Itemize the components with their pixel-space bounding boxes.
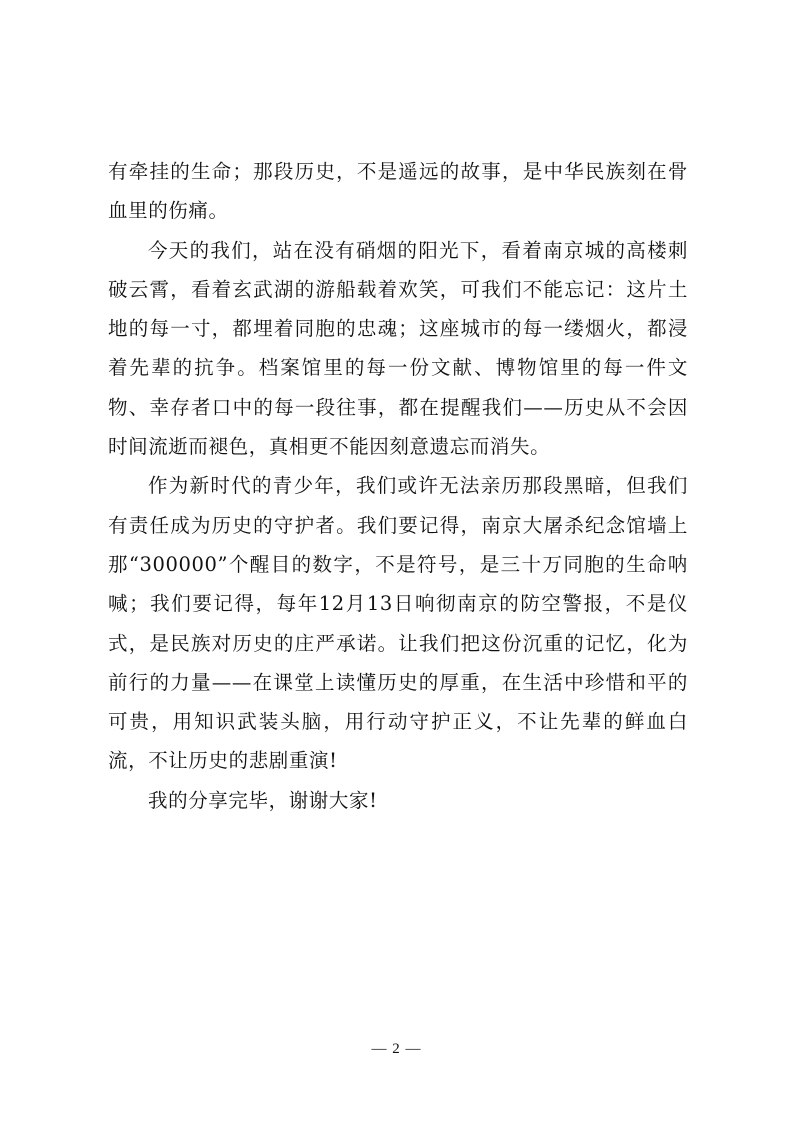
page-number: — 2 — xyxy=(371,1041,422,1057)
document-body xyxy=(108,152,688,820)
paragraph-today: 今天的我们，站在没有硝烟的阳光下，看着南京城的高楼刺破云霄，看着玄武湖的游船载着欢笑，可我们不能忘记：这片土地的每一寸，都埋着同胞的忠魂；这座城市的每一缕烟火，都浸着先辈的抗争。档案馆里的每一份文献、博物馆里的每一件文物、幸存者口中的每一段往事，都在提醒我们——历史从不会因时间流逝而褪色，真相更不能因刻意遗忘而消失。 xyxy=(108,238,688,459)
paragraph-continuation: 有牵挂的生命；那段历史，不是遥远的故事，是中华民族刻在骨血里的伤痛。 xyxy=(108,160,688,223)
paragraph-youth-responsibility: 作为新时代的青少年，我们或许无法亲历那段黑暗，但我们有责任成为历史的守护者。我们要记得，南京大屠杀纪念馆墙上那“300000”个醒目的数字，不是符号，是三十万同胞的生命呐喊；我们要记得，每年12月13日响彻南京的防空警报，不是仪式，是民族对历史的庄严承诺。让我们把这份沉重的记忆，化为前行的力量——在课堂上读懂历史的厚重，在生活中珍惜和平的可贵，用知识武装头脑，用行动守护正义，不让先辈的鲜血白流，不让历史的悲剧重演! xyxy=(108,474,688,773)
paragraph-closing: 我的分享完毕，谢谢大家! xyxy=(148,788,378,812)
